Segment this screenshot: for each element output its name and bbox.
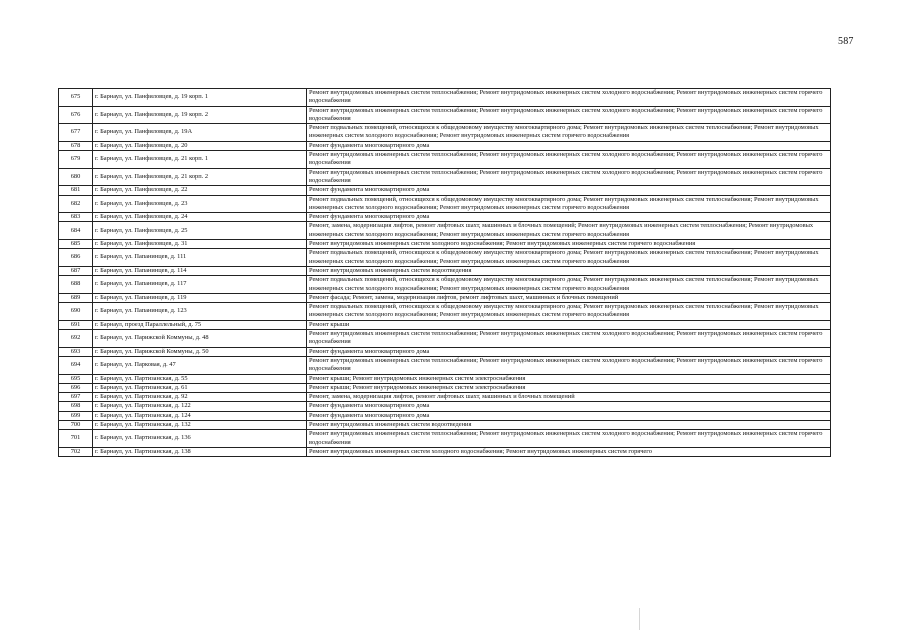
address-cell: г. Барнаул, ул. Папанинцев, д. 114 bbox=[93, 266, 307, 275]
work-type-cell: Ремонт внутридомовых инженерных систем теплоснабжения; Ремонт внутридомовых инженерных систем холодного водоснабжения; Ремонт внутридомовых инженерных систем горячего водоснабжения bbox=[307, 330, 831, 348]
row-number-cell: 682 bbox=[59, 195, 93, 213]
work-type-cell: Ремонт внутридомовых инженерных систем водоотведения bbox=[307, 420, 831, 429]
repairs-table bbox=[58, 88, 831, 457]
work-type-cell: Ремонт внутридомовых инженерных систем холодного водоснабжения; Ремонт внутридомовых инженерных систем горячего bbox=[307, 447, 831, 456]
row-number-cell: 701 bbox=[59, 430, 93, 448]
address-cell: г. Барнаул, ул. Папанинцев, д. 111 bbox=[93, 249, 307, 267]
address-cell: г. Барнаул, ул. Панфиловцев, д. 21 корп. 1 bbox=[93, 151, 307, 169]
table-row bbox=[59, 249, 831, 267]
address-cell: г. Барнаул, ул. Партизанская, д. 132 bbox=[93, 420, 307, 429]
address-cell: г. Барнаул, ул. Панфиловцев, д. 22 bbox=[93, 186, 307, 195]
row-number-cell: 675 bbox=[59, 89, 93, 107]
work-type-cell: Ремонт фундамента многоквартирного дома bbox=[307, 141, 831, 150]
address-cell: г. Барнаул, ул. Панфиловцев, д. 24 bbox=[93, 213, 307, 222]
address-cell: г. Барнаул, ул. Панфиловцев, д. 23 bbox=[93, 195, 307, 213]
table-row bbox=[59, 276, 831, 294]
table-row bbox=[59, 186, 831, 195]
address-cell: г. Барнаул, ул. Панфиловцев, д. 20 bbox=[93, 141, 307, 150]
row-number-cell: 698 bbox=[59, 402, 93, 411]
work-type-cell: Ремонт подвальных помещений, относящихся к общедомовому имуществу многоквартирного дома; Ремонт внутридомовых инженерных систем теплоснабжения; Ремонт внутридомовых инженерных систем холодного водоснабжения; Ремонт внутридомовых инженерных систем горячего водоснабжения bbox=[307, 303, 831, 321]
table-row bbox=[59, 106, 831, 124]
work-type-cell: Ремонт крыши bbox=[307, 320, 831, 329]
table-row bbox=[59, 347, 831, 356]
row-number-cell: 693 bbox=[59, 347, 93, 356]
address-cell: г. Барнаул, ул. Панфиловцев, д. 21 корп. 2 bbox=[93, 168, 307, 186]
address-cell: г. Барнаул, ул. Партизанская, д. 61 bbox=[93, 383, 307, 392]
work-type-cell: Ремонт подвальных помещений, относящихся к общедомовому имуществу многоквартирного дома; Ремонт внутридомовых инженерных систем теплоснабжения; Ремонт внутридомовых инженерных систем холодного водоснабжения; Ремонт внутридомовых инженерных систем горячего водоснабжения bbox=[307, 195, 831, 213]
row-number-cell: 680 bbox=[59, 168, 93, 186]
address-cell: г. Барнаул, ул. Партизанская, д. 55 bbox=[93, 374, 307, 383]
row-number-cell: 686 bbox=[59, 249, 93, 267]
row-number-cell: 700 bbox=[59, 420, 93, 429]
address-cell: г. Барнаул, ул. Парижской Коммуны, д. 48 bbox=[93, 330, 307, 348]
table-row bbox=[59, 356, 831, 374]
work-type-cell: Ремонт внутридомовых инженерных систем теплоснабжения; Ремонт внутридомовых инженерных систем холодного водоснабжения; Ремонт внутридомовых инженерных систем горячего водоснабжения bbox=[307, 356, 831, 374]
work-type-cell: Ремонт крыши; Ремонт внутридомовых инженерных систем электроснабжения bbox=[307, 383, 831, 392]
table-row bbox=[59, 430, 831, 448]
table-row bbox=[59, 383, 831, 392]
work-type-cell: Ремонт внутридомовых инженерных систем холодного водоснабжения; Ремонт внутридомовых инженерных систем горячего водоснабжения bbox=[307, 240, 831, 249]
address-cell: г. Барнаул, проезд Параллельный, д. 75 bbox=[93, 320, 307, 329]
work-type-cell: Ремонт фундамента многоквартирного дома bbox=[307, 186, 831, 195]
table-row bbox=[59, 141, 831, 150]
row-number-cell: 685 bbox=[59, 240, 93, 249]
address-cell: г. Барнаул, ул. Панфиловцев, д. 19 корп. 2 bbox=[93, 106, 307, 124]
work-type-cell: Ремонт фундамента многоквартирного дома bbox=[307, 411, 831, 420]
address-cell: г. Барнаул, ул. Папанинцев, д. 119 bbox=[93, 293, 307, 302]
row-number-cell: 691 bbox=[59, 320, 93, 329]
row-number-cell: 692 bbox=[59, 330, 93, 348]
address-cell: г. Барнаул, ул. Папанинцев, д. 123 bbox=[93, 303, 307, 321]
row-number-cell: 678 bbox=[59, 141, 93, 150]
table-row bbox=[59, 402, 831, 411]
table-row bbox=[59, 89, 831, 107]
row-number-cell: 679 bbox=[59, 151, 93, 169]
address-cell: г. Барнаул, ул. Парковая, д. 47 bbox=[93, 356, 307, 374]
work-type-cell: Ремонт внутридомовых инженерных систем теплоснабжения; Ремонт внутридомовых инженерных систем холодного водоснабжения; Ремонт внутридомовых инженерных систем горячего водоснабжения bbox=[307, 106, 831, 124]
table-row bbox=[59, 195, 831, 213]
table-row bbox=[59, 411, 831, 420]
address-cell: г. Барнаул, ул. Панфиловцев, д. 19А bbox=[93, 124, 307, 142]
table-row bbox=[59, 374, 831, 383]
table-row bbox=[59, 240, 831, 249]
repairs-table-body bbox=[59, 89, 831, 457]
table-row bbox=[59, 303, 831, 321]
scan-artifact-line bbox=[639, 608, 640, 630]
row-number-cell: 695 bbox=[59, 374, 93, 383]
row-number-cell: 677 bbox=[59, 124, 93, 142]
work-type-cell: Ремонт внутридомовых инженерных систем теплоснабжения; Ремонт внутридомовых инженерных систем холодного водоснабжения; Ремонт внутридомовых инженерных систем горячего водоснабжения bbox=[307, 89, 831, 107]
row-number-cell: 689 bbox=[59, 293, 93, 302]
row-number-cell: 696 bbox=[59, 383, 93, 392]
work-type-cell: Ремонт подвальных помещений, относящихся к общедомовому имуществу многоквартирного дома; Ремонт внутридомовых инженерных систем теплоснабжения; Ремонт внутридомовых инженерных систем холодного водоснабжения; Ремонт внутридомовых инженерных систем горячего водоснабжения bbox=[307, 124, 831, 142]
table-row bbox=[59, 124, 831, 142]
page-number: 587 bbox=[838, 36, 854, 47]
address-cell: г. Барнаул, ул. Партизанская, д. 124 bbox=[93, 411, 307, 420]
work-type-cell: Ремонт внутридомовых инженерных систем теплоснабжения; Ремонт внутридомовых инженерных систем холодного водоснабжения; Ремонт внутридомовых инженерных систем горячего водоснабжения bbox=[307, 430, 831, 448]
work-type-cell: Ремонт, замена, модернизация лифтов, ремонт лифтовых шахт, машинных и блочных помещений bbox=[307, 393, 831, 402]
address-cell: г. Барнаул, ул. Партизанская, д. 92 bbox=[93, 393, 307, 402]
table-row bbox=[59, 330, 831, 348]
work-type-cell: Ремонт фундамента многоквартирного дома bbox=[307, 402, 831, 411]
row-number-cell: 684 bbox=[59, 222, 93, 240]
table-row bbox=[59, 393, 831, 402]
address-cell: г. Барнаул, ул. Папанинцев, д. 117 bbox=[93, 276, 307, 294]
row-number-cell: 697 bbox=[59, 393, 93, 402]
work-type-cell: Ремонт фундамента многоквартирного дома bbox=[307, 347, 831, 356]
work-type-cell: Ремонт внутридомовых инженерных систем теплоснабжения; Ремонт внутридомовых инженерных систем холодного водоснабжения; Ремонт внутридомовых инженерных систем горячего водоснабжения bbox=[307, 151, 831, 169]
address-cell: г. Барнаул, ул. Панфиловцев, д. 25 bbox=[93, 222, 307, 240]
address-cell: г. Барнаул, ул. Партизанская, д. 122 bbox=[93, 402, 307, 411]
table-row bbox=[59, 447, 831, 456]
table-row bbox=[59, 293, 831, 302]
address-cell: г. Барнаул, ул. Панфиловцев, д. 19 корп. 1 bbox=[93, 89, 307, 107]
table-row bbox=[59, 222, 831, 240]
table-row bbox=[59, 151, 831, 169]
work-type-cell: Ремонт внутридомовых инженерных систем теплоснабжения; Ремонт внутридомовых инженерных систем холодного водоснабжения; Ремонт внутридомовых инженерных систем горячего водоснабжения bbox=[307, 168, 831, 186]
table-row bbox=[59, 213, 831, 222]
work-type-cell: Ремонт фундамента многоквартирного дома bbox=[307, 213, 831, 222]
row-number-cell: 687 bbox=[59, 266, 93, 275]
work-type-cell: Ремонт подвальных помещений, относящихся к общедомовому имуществу многоквартирного дома; Ремонт внутридомовых инженерных систем теплоснабжения; Ремонт внутридомовых инженерных систем холодного водоснабжения; Ремонт внутридомовых инженерных систем горячего водоснабжения bbox=[307, 276, 831, 294]
work-type-cell: Ремонт, замена, модернизация лифтов, ремонт лифтовых шахт, машинных и блочных помещений; Ремонт внутридомовых инженерных систем теплоснабжения; Ремонт внутридомовых инженерных систем холодного водоснабжения; Ремонт внутридомовых инженерных систем горячего водоснабжения bbox=[307, 222, 831, 240]
work-type-cell: Ремонт подвальных помещений, относящихся к общедомовому имуществу многоквартирного дома; Ремонт внутридомовых инженерных систем теплоснабжения; Ремонт внутридомовых инженерных систем холодного водоснабжения; Ремонт внутридомовых инженерных систем горячего водоснабжения bbox=[307, 249, 831, 267]
table-row bbox=[59, 420, 831, 429]
row-number-cell: 683 bbox=[59, 213, 93, 222]
row-number-cell: 681 bbox=[59, 186, 93, 195]
row-number-cell: 699 bbox=[59, 411, 93, 420]
row-number-cell: 702 bbox=[59, 447, 93, 456]
row-number-cell: 694 bbox=[59, 356, 93, 374]
table-row bbox=[59, 168, 831, 186]
address-cell: г. Барнаул, ул. Панфиловцев, д. 31 bbox=[93, 240, 307, 249]
table-row bbox=[59, 320, 831, 329]
address-cell: г. Барнаул, ул. Парижской Коммуны, д. 50 bbox=[93, 347, 307, 356]
work-type-cell: Ремонт внутридомовых инженерных систем водоотведения bbox=[307, 266, 831, 275]
row-number-cell: 676 bbox=[59, 106, 93, 124]
work-type-cell: Ремонт крыши; Ремонт внутридомовых инженерных систем электроснабжения bbox=[307, 374, 831, 383]
work-type-cell: Ремонт фасада; Ремонт, замена, модернизация лифтов, ремонт лифтовых шахт, машинных и блочных помещений bbox=[307, 293, 831, 302]
address-cell: г. Барнаул, ул. Партизанская, д. 136 bbox=[93, 430, 307, 448]
address-cell: г. Барнаул, ул. Партизанская, д. 138 bbox=[93, 447, 307, 456]
row-number-cell: 688 bbox=[59, 276, 93, 294]
table-row bbox=[59, 266, 831, 275]
row-number-cell: 690 bbox=[59, 303, 93, 321]
